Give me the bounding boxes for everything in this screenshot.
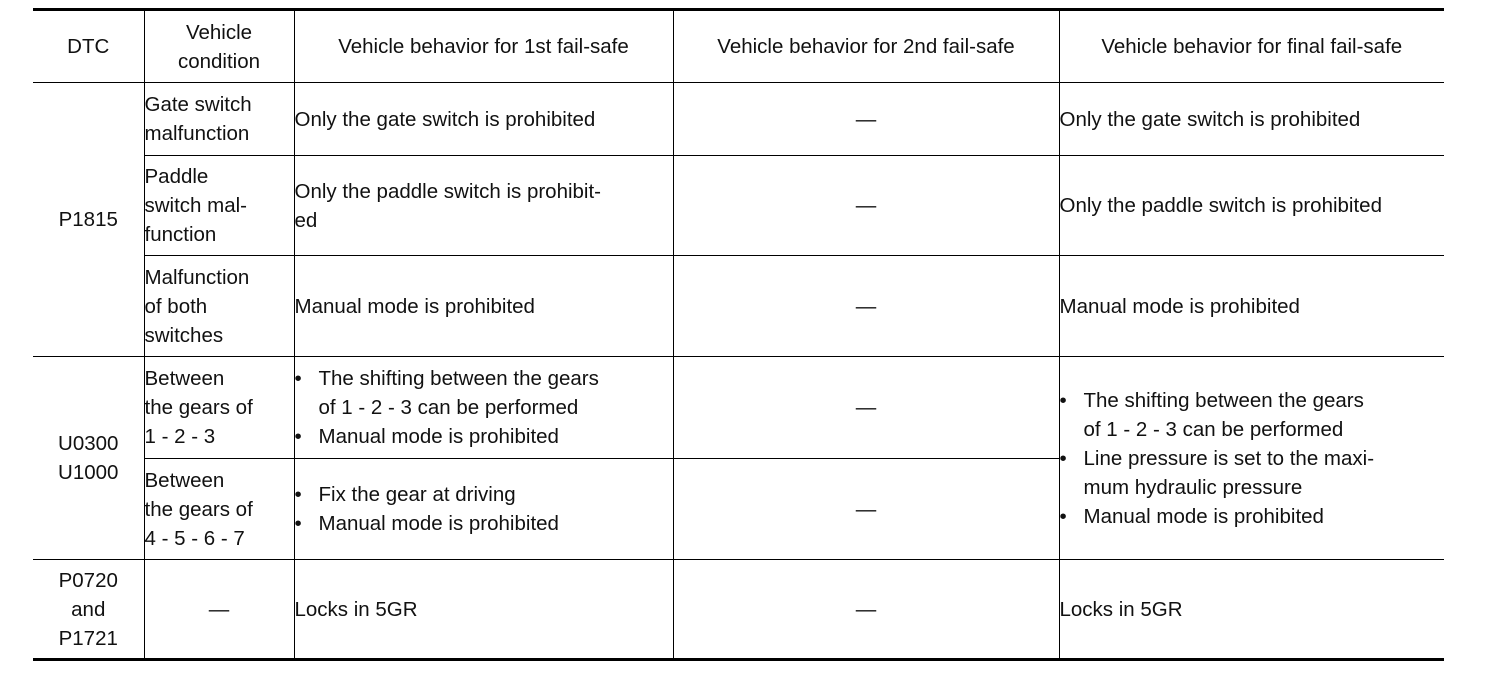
dtc-line: and (71, 597, 106, 621)
header-first-fail-safe: Vehicle behavior for 1st fail-safe (294, 10, 673, 83)
bullet-line: of 1 - 2 - 3 can be performed (318, 396, 579, 419)
condition-cell (144, 156, 294, 256)
condition-line: Between (144, 468, 225, 492)
second-fail-safe-dash: — (673, 357, 1059, 459)
bullet-line: of 1 - 2 - 3 can be performed (1083, 417, 1344, 441)
bullet-line: • Fix the gear at driving (318, 483, 516, 506)
bullet-item (295, 480, 673, 509)
condition-line: switch mal- (144, 194, 248, 217)
condition-line: Malfunction (144, 265, 250, 289)
first-fail-safe-cell: Locks in 5GR (294, 560, 673, 660)
header-row (33, 10, 1444, 83)
header-final-fail-safe: Vehicle behavior for final fail-safe (1059, 10, 1444, 83)
first-line: Only the paddle switch is prohibit- (294, 179, 602, 203)
bullet-item (1060, 444, 1445, 502)
fail-safe-table (33, 8, 1444, 661)
dtc-line: P0720 (58, 568, 118, 592)
bullet-item (295, 364, 673, 422)
bullet-item (1060, 386, 1445, 444)
bullet-line: • Manual mode is prohibited (318, 425, 559, 448)
dtc-cell-u0300-u1000 (33, 357, 144, 560)
table-row (33, 560, 1444, 660)
condition-line: 4 - 5 - 6 - 7 (144, 526, 245, 550)
condition-line: the gears of (144, 497, 253, 521)
second-fail-safe-dash: — (673, 459, 1059, 560)
bullet-list (295, 480, 673, 538)
first-fail-safe-cell (294, 156, 673, 256)
table-row (33, 256, 1444, 357)
bullet-item (1060, 502, 1445, 531)
table-row (33, 156, 1444, 256)
condition-cell (144, 83, 294, 156)
condition-cell (144, 357, 294, 459)
first-fail-safe-cell: Only the gate switch is prohibited (294, 83, 673, 156)
final-fail-safe-cell: Manual mode is prohibited (1059, 256, 1444, 357)
condition-line: the gears of (144, 396, 253, 419)
bullet-line: • Line pressure is set to the maxi- (1083, 446, 1375, 470)
condition-dash: — (144, 560, 294, 660)
bullet-line: • Manual mode is prohibited (1083, 504, 1324, 528)
dtc-line: U1000 (58, 461, 119, 484)
bullet-line: • The shifting between the gears (318, 367, 599, 390)
condition-cell (144, 256, 294, 357)
bullet-item (295, 509, 673, 538)
dtc-cell-p0720-p1721 (33, 560, 144, 660)
final-fail-safe-cell: Only the gate switch is prohibited (1059, 83, 1444, 156)
dtc-line: P1721 (58, 626, 118, 650)
bullet-list (1060, 386, 1445, 531)
bullet-line: • Manual mode is prohibited (318, 512, 559, 535)
condition-line: switches (144, 323, 224, 347)
first-fail-safe-cell (294, 357, 673, 459)
table-row (33, 357, 1444, 459)
header-vehicle-condition (144, 10, 294, 83)
dtc-cell-p1815: P1815 (33, 83, 144, 357)
condition-line: of both (144, 294, 208, 318)
condition-line: 1 - 2 - 3 (144, 425, 216, 448)
header-condition-line: condition (177, 49, 261, 73)
first-fail-safe-cell: Manual mode is prohibited (294, 256, 673, 357)
header-dtc: DTC (33, 10, 144, 83)
header-second-fail-safe: Vehicle behavior for 2nd fail-safe (673, 10, 1059, 83)
condition-line: Paddle (144, 165, 209, 188)
condition-line: Gate switch (144, 93, 252, 116)
bullet-line: mum hydraulic pressure (1083, 475, 1303, 499)
bullet-item (295, 422, 673, 451)
condition-line: function (144, 223, 217, 246)
final-fail-safe-cell (1059, 357, 1444, 560)
condition-cell (144, 459, 294, 560)
final-fail-safe-cell: Locks in 5GR (1059, 560, 1444, 660)
second-fail-safe-dash: — (673, 560, 1059, 660)
second-fail-safe-dash: — (673, 83, 1059, 156)
condition-line: malfunction (144, 122, 250, 145)
condition-line: Between (144, 367, 225, 390)
bullet-list (295, 364, 673, 451)
final-fail-safe-cell: Only the paddle switch is prohibited (1059, 156, 1444, 256)
table-row (33, 83, 1444, 156)
second-fail-safe-dash: — (673, 156, 1059, 256)
dtc-line: U0300 (58, 432, 119, 455)
bullet-line: • The shifting between the gears (1083, 388, 1364, 412)
first-fail-safe-cell (294, 459, 673, 560)
second-fail-safe-dash: — (673, 256, 1059, 357)
header-condition-line: Vehicle (185, 20, 253, 44)
first-line: ed (294, 208, 318, 232)
